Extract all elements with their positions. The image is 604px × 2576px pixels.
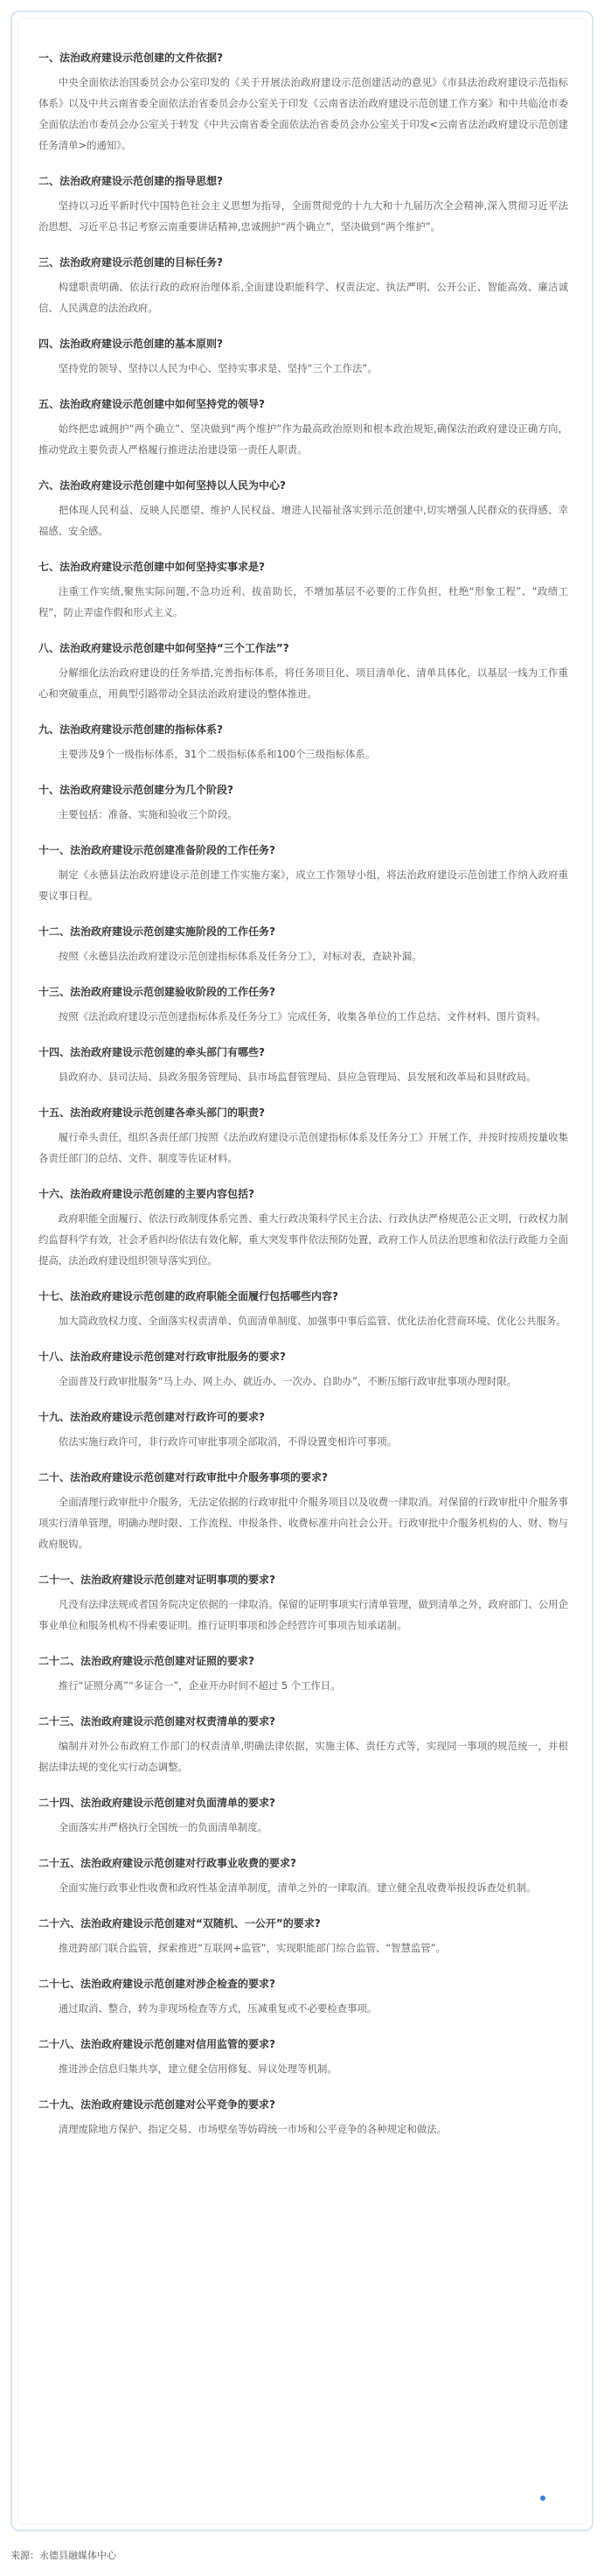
question-heading: 二、法治政府建设示范创建的指导思想? [38, 175, 223, 187]
answer-paragraph: 全面清理行政审批中介服务，无法定依据的行政审批中介服务项目以及收费一律取消。对保留的行政审批中介服务事项实行清单管理，明确办理时限、工作流程、申报条件、收费标准并向社会公开。行政审批中介服务机构的人、财、物与政府脱钩。 [38, 1496, 568, 1550]
end-marker-dot [540, 2496, 545, 2501]
answer-paragraph: 履行牵头责任，组织各责任部门按照《法治政府建设示范创建指标体系及任务分工》开展工作，并按时按质按量收集各责任部门的总结、文件、制度等佐证材料。 [38, 1131, 568, 1164]
qa-item [38, 1711, 568, 1777]
qa-item [38, 1102, 568, 1169]
qa-item [38, 2034, 568, 2079]
answer-paragraph: 主要涉及9个一级指标体系，31个二级指标体系和100个三级指标体系。 [58, 748, 376, 760]
question-heading: 一、法治政府建设示范创建的文件依据? [38, 52, 223, 64]
qa-item [38, 1569, 568, 1636]
answer-paragraph: 推行“证照分离”“多证合一”，企业开办时间不超过 5 个工作日。 [58, 1679, 341, 1692]
article-frame [10, 10, 594, 2531]
answer-paragraph: 加大简政放权力度、全面落实权责清单、负面清单制度、加强事中事后监管、优化法治化营商环境、优化公共服务。 [58, 1315, 566, 1327]
question-heading: 十六、法治政府建设示范创建的主要内容包括? [38, 1188, 254, 1200]
answer-paragraph: 县政府办、县司法局、县政务服务管理局、县市场监督管理局、县应急管理局、县发展和改革局和县财政局。 [58, 1071, 537, 1083]
qa-item [38, 1183, 568, 1271]
question-heading: 二十八、法治政府建设示范创建对信用监管的要求? [38, 2038, 275, 2050]
qa-list [38, 47, 568, 2154]
qa-item [38, 475, 568, 541]
qa-item [38, 1973, 568, 2019]
question-heading: 三、法治政府建设示范创建的目标任务? [38, 256, 223, 269]
qa-item [38, 1407, 568, 1452]
source-credit: 来源：永德县融媒体中心 [10, 2550, 116, 2561]
question-heading: 五、法治政府建设示范创建中如何坚持党的领导? [38, 398, 265, 410]
qa-item [38, 981, 568, 1027]
answer-paragraph: 清理废除地方保护、指定交易、市场壁垒等妨碍统一市场和公平竞争的各种规定和做法。 [58, 2123, 448, 2135]
answer-paragraph: 始终把忠诚拥护“两个确立”、坚决做到“两个维护”作为最高政治原则和根本政治规矩,确保法治政府建设正确方向，推动党政主要负责人严格履行推进法治建设第一责任人职责。 [38, 422, 568, 456]
qa-item [38, 1346, 568, 1392]
qa-item [38, 1286, 568, 1331]
qa-item [38, 921, 568, 967]
question-heading: 二十九、法治政府建设示范创建对公平竞争的要求? [38, 2098, 275, 2111]
qa-item [38, 556, 568, 623]
qa-item [38, 252, 568, 318]
answer-paragraph: 通过取消、整合，转为非现场检查等方式，压减重复或不必要检查事项。 [58, 2002, 378, 2014]
question-heading: 十九、法治政府建设示范创建对行政许可的要求? [38, 1411, 265, 1423]
answer-paragraph: 全面实施行政事业性收费和政府性基金清单制度，清单之外的一律取消。建立健全乱收费举报投诉查处机制。 [58, 1881, 537, 1894]
answer-paragraph: 坚持以习近平新时代中国特色社会主义思想为指导，全面贯彻党的十九大和十九届历次全会精神,深入贯彻习近平法治思想、习近平总书记考察云南重要讲话精神,忠诚拥护“两个确立”，坚决做到“两个维护”。 [38, 199, 568, 233]
question-heading: 二十、法治政府建设示范创建对行政审批中介服务事项的要求? [38, 1471, 328, 1483]
qa-item [38, 1792, 568, 1838]
question-heading: 十三、法治政府建设示范创建验收阶段的工作任务? [38, 986, 275, 998]
question-heading: 二十四、法治政府建设示范创建对负面清单的要求? [38, 1797, 275, 1809]
qa-item [38, 779, 568, 825]
qa-item [38, 171, 568, 237]
question-heading: 九、法治政府建设示范创建的指标体系? [38, 723, 223, 736]
question-heading: 八、法治政府建设示范创建中如何坚持“三个工作法”? [38, 642, 289, 654]
qa-item [38, 333, 568, 379]
answer-paragraph: 构建职责明确、依法行政的政府治理体系,全面建设职能科学、权责法定、执法严明、公开公正、智能高效、廉洁诚信、人民满意的法治政府。 [38, 281, 568, 314]
qa-item [38, 719, 568, 764]
question-heading: 二十七、法治政府建设示范创建对涉企检查的要求? [38, 1978, 275, 1990]
question-heading: 七、法治政府建设示范创建中如何坚持实事求是? [38, 561, 265, 573]
question-heading: 二十三、法治政府建设示范创建对权责清单的要求? [38, 1715, 275, 1728]
answer-paragraph: 推进涉企信息归集共享，建立健全信用修复、异议处理等机制。 [58, 2063, 337, 2075]
qa-item [38, 2094, 568, 2140]
qa-item [38, 840, 568, 906]
answer-paragraph: 按照《法治政府建设示范创建指标体系及任务分工》完成任务，收集各单位的工作总结、文件材料、图片资料。 [58, 1010, 546, 1023]
answer-paragraph: 制定《永德县法治政府建设示范创建工作实施方案》，成立工作领导小组，将法治政府建设示范创建工作纳入政府重要议事日程。 [38, 869, 568, 902]
question-heading: 十一、法治政府建设示范创建准备阶段的工作任务? [38, 844, 275, 856]
answer-paragraph: 把体现人民利益、反映人民愿望、维护人民权益、增进人民福祉落实到示范创建中,切实增强人民群众的获得感、幸福感、安全感。 [38, 504, 568, 537]
answer-paragraph: 注重工作实绩,聚焦实际问题,不急功近利、拔苗助长，不增加基层不必要的工作负担，杜绝“形象工程”、“政绩工程”，防止弄虚作假和形式主义。 [38, 585, 568, 618]
answer-paragraph: 依法实施行政许可，非行政许可审批事项全部取消，不得设置变相许可事项。 [58, 1435, 398, 1448]
question-heading: 二十六、法治政府建设示范创建对“双随机、一公开”的要求? [38, 1917, 321, 1930]
qa-item [38, 1042, 568, 1087]
qa-item [38, 1467, 568, 1554]
question-heading: 十八、法治政府建设示范创建对行政审批服务的要求? [38, 1351, 286, 1363]
qa-item [38, 394, 568, 460]
question-heading: 十、法治政府建设示范创建分为几个阶段? [38, 784, 233, 796]
answer-paragraph: 主要包括：准备、实施和验收三个阶段。 [58, 808, 238, 820]
question-heading: 十四、法治政府建设示范创建的牵头部门有哪些? [38, 1046, 265, 1058]
question-heading: 二十二、法治政府建设示范创建对证照的要求? [38, 1655, 254, 1667]
answer-paragraph: 全面落实并严格执行全国统一的负面清单制度。 [58, 1821, 268, 1833]
question-heading: 二十五、法治政府建设示范创建对行政事业收费的要求? [38, 1857, 296, 1869]
qa-item [38, 638, 568, 704]
answer-paragraph: 政府职能全面履行、依法行政制度体系完善、重大行政决策科学民主合法、行政执法严格规范公正文明，行政权力制约监督科学有效，社会矛盾纠纷依法有效化解，重大突发事件依法预防处置，政府工作人员法治思维和依法行政能力全面提高，法治政府建设组织领导落实到位。 [38, 1212, 568, 1267]
answer-paragraph: 凡没有法律法规或者国务院决定依据的一律取消。保留的证明事项实行清单管理，做到清单之外，政府部门、公用企事业单位和服务机构不得索要证明。推行证明事项和涉企经营许可事项告知承诺制。 [38, 1598, 568, 1631]
question-heading: 四、法治政府建设示范创建的基本原则? [38, 338, 223, 350]
question-heading: 六、法治政府建设示范创建中如何坚持以人民为中心? [38, 479, 286, 492]
qa-item [38, 1651, 568, 1696]
question-heading: 二十一、法治政府建设示范创建对证明事项的要求? [38, 1574, 275, 1586]
qa-item [38, 1913, 568, 1958]
answer-paragraph: 推进跨部门联合监管，探索推进“互联网+监管”，实现职能部门综合监管、“智慧监管”。 [58, 1942, 447, 1954]
question-heading: 十二、法治政府建设示范创建实施阶段的工作任务? [38, 925, 275, 938]
qa-item [38, 1853, 568, 1898]
question-heading: 十五、法治政府建设示范创建各牵头部门的职责? [38, 1106, 265, 1119]
answer-paragraph: 按照《永德县法治政府建设示范创建指标体系及任务分工》，对标对表，查缺补漏。 [58, 950, 422, 962]
answer-paragraph: 中央全面依法治国委员会办公室印发的《关于开展法治政府建设示范创建活动的意见》《市县法治政府建设示范指标体系》以及中共云南省委全面依法治省委员会办公室关于印发《云南省法治政府建设示范创建工作方案》和中共临沧市委全面依法治市委员会办公室关于转发《中共云南省委全面依法治省委员会办公室关于印发<云南省法治政府建设示范创建任务清单>的通知》。 [38, 76, 568, 151]
answer-paragraph: 编制并对外公布政府工作部门的权责清单,明确法律依据，实施主体、责任方式等，实现同一事项的规范统一，并根据法律法规的变化实行动态调整。 [38, 1740, 568, 1773]
question-heading: 十七、法治政府建设示范创建的政府职能全面履行包括哪些内容? [38, 1290, 338, 1302]
qa-item [38, 47, 568, 156]
answer-paragraph: 全面普及行政审批服务“马上办、网上办、就近办、一次办、自助办”，不断压缩行政审批事项办理时限。 [58, 1375, 517, 1387]
answer-paragraph: 分解细化法治政府建设的任务举措,完善指标体系，将任务项目化、项目清单化、清单具体化，以基层一线为工作重心和突破重点，用典型引路带动全县法治政府建设的整体推进。 [38, 667, 568, 700]
answer-paragraph: 坚持党的领导、坚持以人民为中心、坚持实事求是、坚持“三个工作法”。 [58, 362, 378, 374]
